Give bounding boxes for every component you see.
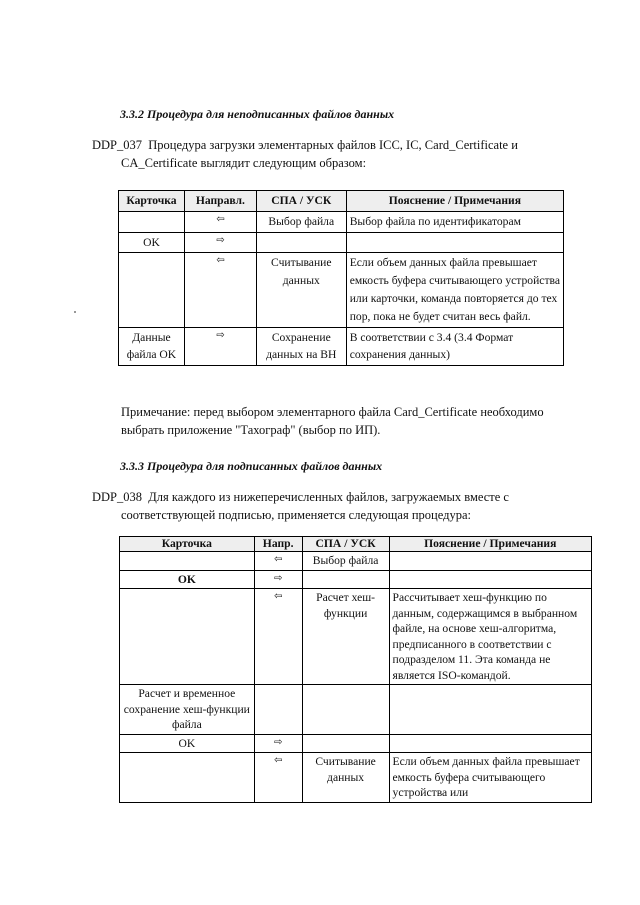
cell-spa [302,685,389,735]
cell-direction [184,211,256,232]
req-text-line1: Для каждого из нижеперечисленных файлов, загружаемых вместе с [148,490,509,504]
req-text-line2: соответствующей подписью, применяется следующая процедура: [121,508,471,522]
cell-direction [254,589,302,685]
arrow-right-icon: ⇨ [273,736,283,748]
scan-speck [74,311,76,313]
arrow-left-icon: ⇦ [216,255,225,267]
arrow-right-icon: ⇨ [216,234,225,246]
cell-direction [184,232,256,253]
cell-direction [184,327,256,366]
req-id: DDP_038 [92,490,143,504]
cell-spa [302,570,389,589]
table-unsigned-files [118,190,564,366]
cell-spa [302,734,389,753]
cell-card [119,211,185,232]
table-row [119,211,564,232]
table-row [120,552,592,571]
col-header-spa: СПА / УСК [302,537,389,552]
col-header-notes: Пояснение / Примечания [389,537,591,552]
table-header-row [120,537,592,552]
cell-note [389,552,591,571]
cell-note [389,570,591,589]
table-row [120,570,592,589]
table-row [119,327,564,366]
arrow-left-icon: ⇦ [273,755,283,766]
cell-note: Выбор файла по идентификаторам [346,211,563,232]
table-row [119,253,564,327]
col-header-card: Карточка [120,537,255,552]
cell-spa: Расчет хеш-функции [302,589,389,685]
cell-card [120,589,255,685]
note-line2: выбрать приложение "Тахограф" (выбор по ИП). [121,423,381,437]
cell-card: OK [120,734,255,753]
cell-direction [254,685,302,735]
cell-direction [254,734,302,753]
cell-card [120,753,255,803]
cell-note [389,685,591,735]
requirement-ddp037 [92,136,562,172]
arrow-left-icon: ⇦ [216,213,225,225]
cell-note: В соответствии с 3.4 (3.4 Формат сохранения данных) [346,327,563,366]
cell-note: Если объем данных файла превышает емкость буфера считывающего устройства или карточки, команда повторяется до тех пор, пока не будет считан весь файл. [346,253,563,327]
col-header-direction: Напр. [254,537,302,552]
cell-spa: Считывание данных [302,753,389,803]
cell-card: Расчет и временное сохранение хеш-функции файла [120,685,255,735]
arrow-right-icon: ⇨ [273,572,283,584]
section-heading-333: 3.3.3 Процедура для подписанных файлов данных [120,459,383,473]
arrow-right-icon: ⇨ [216,329,225,341]
table-row [120,589,592,685]
table-row [120,685,592,735]
col-header-card: Карточка [119,191,185,212]
cell-card [119,253,185,327]
req-text-line1: Процедура загрузки элементарных файлов ICC, IC, Card_Certificate и [148,138,518,152]
cell-direction [254,753,302,803]
cell-direction [184,253,256,327]
cell-spa: Сохранение данных на ВН [256,327,346,366]
cell-card: OK [120,570,255,589]
col-header-notes: Пояснение / Примечания [346,191,563,212]
cell-direction [254,570,302,589]
cell-note: Если объем данных файла превышает емкость буфера считывающего устройства или [389,753,591,803]
table-row [120,734,592,753]
table-header-row [119,191,564,212]
arrow-left-icon: ⇦ [273,554,283,565]
cell-card: Данные файла OK [119,327,185,366]
note-paragraph [121,403,571,439]
col-header-spa: СПА / УСК [256,191,346,212]
table-row [119,232,564,253]
cell-note [346,232,563,253]
note-line1: Примечание: перед выбором элементарного файла Card_Certificate необходимо [121,405,544,419]
cell-card [120,552,255,571]
section-heading-332: 3.3.2 Процедура для неподписанных файлов данных [120,107,395,121]
arrow-left-icon: ⇦ [273,591,283,602]
table-signed-files [119,536,592,803]
cell-note [389,734,591,753]
col-header-direction: Направл. [184,191,256,212]
cell-direction [254,552,302,571]
cell-card: OK [119,232,185,253]
cell-note: Рассчитывает хеш-функцию по данным, содержащимся в выбранном файле, на основе хеш-алгоритма, предписанного в соответствии с подразделом 11. Эта команда не является ISO-командой. [389,589,591,685]
table-row [120,753,592,803]
req-text-line2: CA_Certificate выглядит следующим образом: [121,156,367,170]
cell-spa: Выбор файла [256,211,346,232]
requirement-ddp038 [92,488,562,524]
cell-spa: Выбор файла [302,552,389,571]
req-id: DDP_037 [92,138,143,152]
cell-spa [256,232,346,253]
cell-spa: Считывание данных [256,253,346,327]
